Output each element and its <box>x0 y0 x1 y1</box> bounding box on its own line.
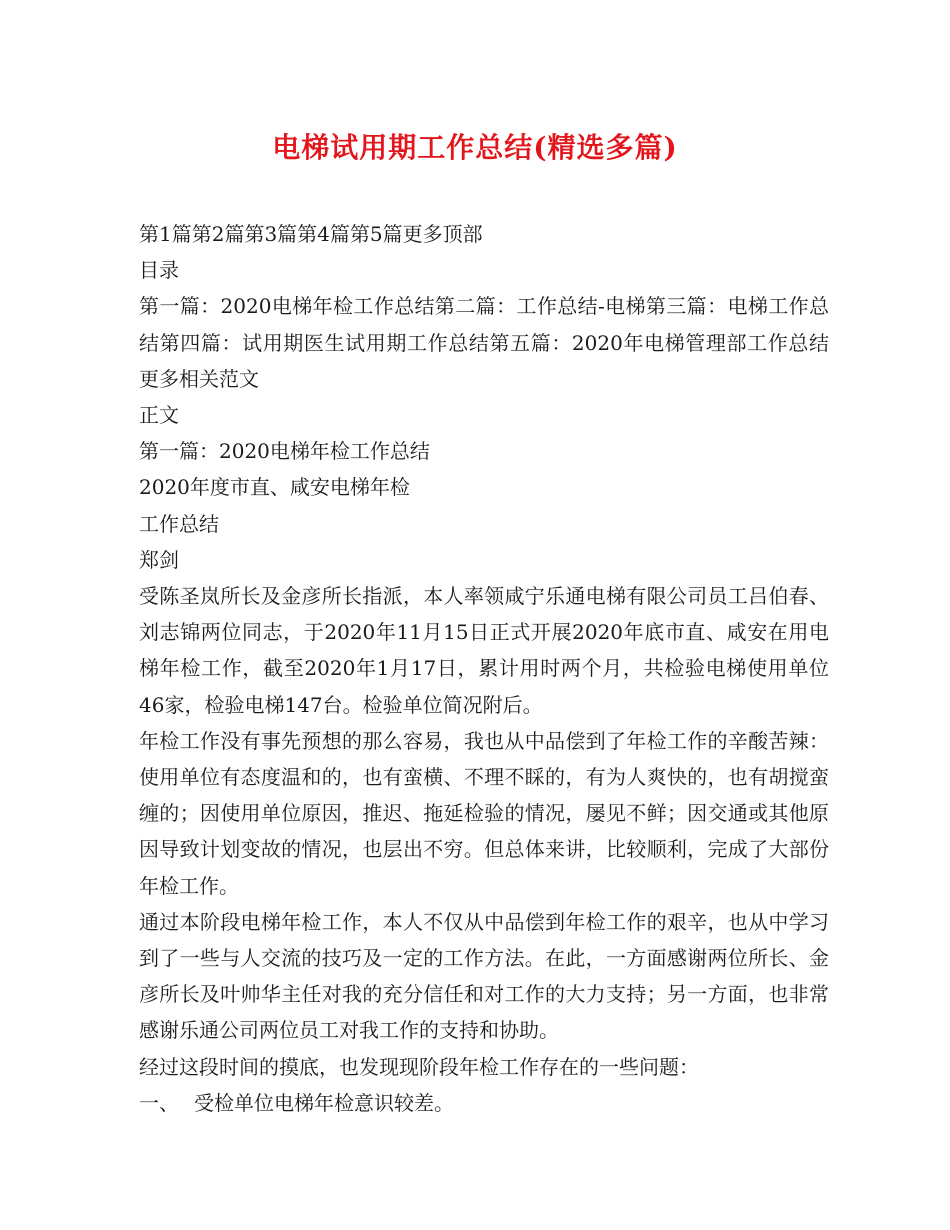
section-nav: 第1篇第2篇第3篇第4篇第5篇更多顶部 <box>139 222 483 246</box>
paragraph: 经过这段时间的摸底，也发现现阶段年检工作存在的一些问题： <box>139 1054 699 1079</box>
paragraph: 受陈圣岚所长及金彦所长指派，本人率领咸宁乐通电梯有限公司员工吕伯春、刘志锦两位同志，于2020年11月15日正式开展2020年底市直、咸安在用电梯年检工作，截至2020年1月17日，累计用时两个月，共检验电梯使用单位46家，检验电梯147台。检验单位简况附后。 <box>139 584 829 717</box>
paragraph: 年检工作没有事先预想的那么容易，我也从中品偿到了年检工作的辛酸苦辣：使用单位有态度温和的，也有蛮横、不理不睬的，有为人爽快的，也有胡搅蛮缠的；因使用单位原因，推迟、拖延检验的情况，屡见不鲜；因交通或其他原因导致计划变故的情况，也层出不穷。但总体来讲，比较顺利，完成了大部份年检工作。 <box>139 728 829 898</box>
author-name: 郑剑 <box>139 547 179 572</box>
toc-text: 第一篇：2020电梯年检工作总结第二篇：工作总结-电梯第三篇：电梯工作总结第四篇：试用期医生试用期工作总结第五篇：2020年电梯管理部工作总结更多相关范文 <box>139 294 829 391</box>
body-heading: 正文 <box>139 403 179 428</box>
document-body <box>139 216 829 1121</box>
document-title: 电梯试用期工作总结(精选多篇) <box>272 131 678 164</box>
list-item <box>139 1085 829 1121</box>
report-title-line-2: 工作总结 <box>139 511 219 536</box>
section-title: 第一篇：2020电梯年检工作总结 <box>139 439 430 464</box>
list-item-text: 受检单位电梯年检意识较差。 <box>194 1090 454 1115</box>
list-item-number: 一、 <box>139 1090 179 1115</box>
paragraph: 通过本阶段电梯年检工作，本人不仅从中品偿到年检工作的艰辛，也从中学习到了一些与人交流的技巧及一定的工作方法。在此，一方面感谢两位所长、金彦所长及叶帅华主任对我的充分信任和对工作的大力支持；另一方面，也非常感谢乐通公司两位员工对我工作的支持和协助。 <box>139 909 829 1043</box>
report-title-line-1: 2020年度市直、咸安电梯年检 <box>139 475 410 500</box>
toc-heading: 目录 <box>139 258 179 283</box>
